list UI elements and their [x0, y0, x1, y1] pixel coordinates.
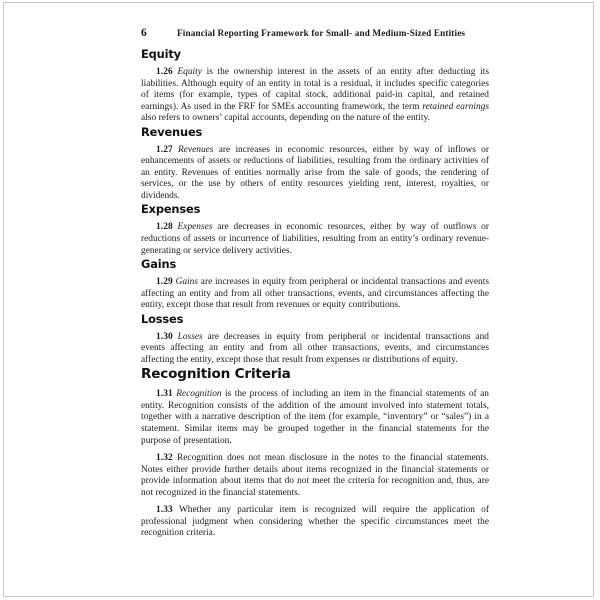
paragraph-1-33	[141, 505, 489, 540]
paragraph-body: Whether any particular item is recognized will require the application of professional judgment when considering whether the specific circumstances meet the recognition criteria.	[141, 505, 489, 539]
document-page	[3, 2, 594, 597]
heading-gains: Gains	[141, 257, 177, 272]
paragraph-number: 1.30	[156, 331, 173, 342]
paragraph-1-26	[141, 67, 489, 125]
paragraph-body: are decreases in equity from peripheral or incidental transactions and events affecting an entity and from all other transactions, events, and circumstances affecting the entity, except those that result from expenses or distributions of equity.	[141, 331, 489, 365]
paragraph-body-tail: also refers to owners’ capital accounts, depending on the nature of the entity.	[141, 113, 430, 124]
paragraph-1-31	[141, 389, 489, 447]
heading-recognition-criteria: Recognition Criteria	[141, 366, 291, 383]
lead-term: Gains	[175, 277, 198, 288]
paragraph-number: 1.26	[156, 67, 173, 77]
paragraph-number: 1.31	[156, 389, 173, 400]
inline-italic-term: retained earnings	[422, 101, 489, 112]
paragraph-number: 1.27	[156, 144, 173, 155]
paragraph-body: is the process of including an item in the financial statements of an entity. Recognition consists of the addition of the amount involved into statement totals, together with a narrative description of the item (for example, “inventory” or “sales”) in a statement. Similar items may be grouped together in the financial statements for the purpose of presentation.	[141, 389, 489, 446]
heading-equity: Equity	[141, 47, 181, 61]
paragraph-1-32	[141, 453, 489, 499]
heading-losses: Losses	[141, 311, 184, 326]
paragraph-number: 1.33	[156, 505, 173, 516]
lead-term: Equity	[177, 67, 202, 77]
heading-expenses: Expenses	[141, 202, 201, 217]
paragraph-1-27	[141, 145, 489, 203]
paragraph-body: are increases in economic resources, either by way of inflows or enhancements of assets or reductions of liabilities, resulting from the ordinary activities of an entity. Revenues of entities normally arise from the sale of goods, the rendering of services, or the use by others of entity resources yielding rent, interest, royalties, or dividends.	[141, 144, 489, 201]
lead-term: Losses	[177, 331, 203, 342]
lead-term: Recognition	[176, 389, 222, 400]
page-content	[141, 27, 489, 540]
paragraph-body: are decreases in economic resources, either by way of outflows or reductions of assets or incurrence of liabilities, resulting from an entity’s ordinary revenue-generating or service delivery activities.	[141, 222, 489, 256]
paragraph-number: 1.32	[156, 453, 173, 464]
paragraph-body: is the ownership interest in the assets of an entity after deducting its liabilities. Although equity of an entity in total is a residual, it includes specific categories of items (for example, types of capital stock, additional paid-in capital, and retained earnings). As used in the FRF for SMEs accounting framework, the term	[141, 67, 489, 112]
paragraph-number: 1.28	[156, 222, 173, 233]
paragraph-body: are increases in equity from peripheral or incidental transactions and events affecting an entity and from all other transactions, events, and circumstances affecting the entity, except those that result from revenues or equity contributions.	[141, 277, 489, 311]
heading-revenues: Revenues	[141, 124, 203, 139]
page-number: 6	[141, 27, 147, 39]
paragraph-1-30	[141, 332, 489, 367]
paragraph-1-29	[141, 277, 489, 312]
lead-term: Revenues	[178, 144, 214, 155]
paragraph-1-28	[141, 222, 489, 257]
lead-term: Expenses	[177, 222, 213, 233]
paragraph-number: 1.29	[156, 277, 173, 288]
paragraph-body: Recognition does not mean disclosure in the notes to the financial statements. Notes either provide further details about items recognized in the financial statements or provide information about items that do not meet the criteria for recognition and, thus, are not recognized in the financial statements.	[141, 453, 489, 498]
running-head	[141, 27, 489, 41]
running-head-title: Financial Reporting Framework for Small- and Medium-Sized Entities	[177, 28, 466, 38]
